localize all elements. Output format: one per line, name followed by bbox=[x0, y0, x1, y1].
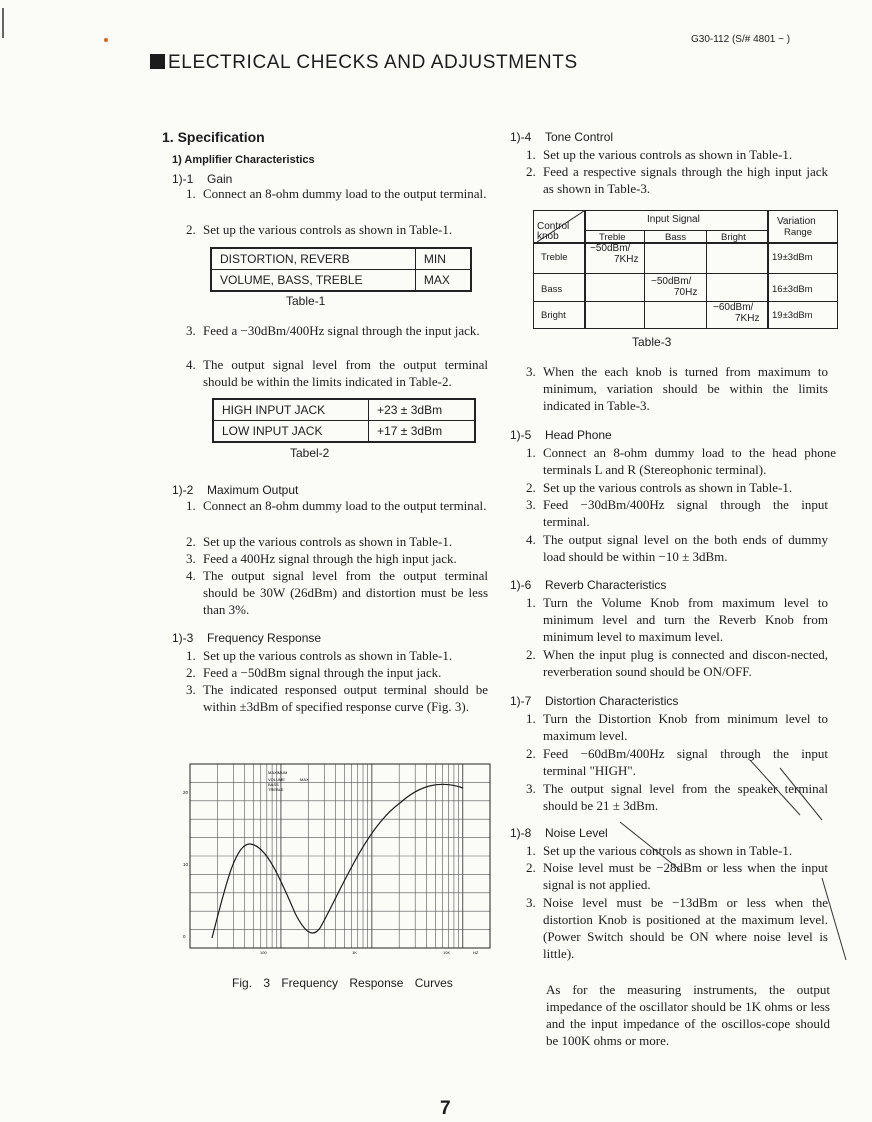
list-item: 2. Set up the various controls as shown in Table-1. bbox=[526, 480, 793, 495]
table-cell: +17 ± 3dBm bbox=[369, 421, 475, 443]
document-code: G30-112 (S/# 4801 ~ ) bbox=[691, 34, 791, 45]
list-item: 2. Feed a respective signals through the high input jack as shown in Table-3. bbox=[526, 164, 828, 196]
table-cell: VOLUME, BASS, TREBLE bbox=[211, 270, 415, 292]
col-bass-header: Bass bbox=[665, 232, 687, 243]
section-1-5-heading: 1)-5 Head Phone bbox=[510, 428, 612, 442]
list-item: 2. Feed a −50dBm signal through the input jack. bbox=[186, 665, 442, 680]
response-curve bbox=[212, 784, 463, 938]
table-cell: LOW INPUT JACK bbox=[213, 421, 369, 443]
col-treble-header: Treble bbox=[599, 232, 626, 243]
list-item: 3. When the each knob is turned from maximum to minimum, variation should be within the limits indicated in Table-3. bbox=[526, 364, 828, 413]
list-item: 4. The output signal level from the output terminal should be within the limits indicated in Table-2. bbox=[186, 357, 488, 389]
table-1 bbox=[210, 247, 472, 292]
title-square-icon bbox=[150, 54, 165, 69]
table-row bbox=[211, 270, 471, 292]
bass-signal: −50dBm/ bbox=[651, 276, 692, 287]
list-item: 3. Noise level must be −13dBm or less when the distortion Knob is positioned at the maximum level. (Power Switch should be ON where noise level is little). bbox=[526, 895, 828, 961]
list-item: 1. Set up the various controls as shown in Table-1. bbox=[526, 843, 793, 858]
table-3-caption: Table-3 bbox=[632, 335, 672, 349]
specification-heading: 1. Specification bbox=[162, 129, 265, 145]
treble-signal: −50dBm/ bbox=[590, 243, 631, 254]
section-1-3-heading: 1)-3 Frequency Response bbox=[172, 631, 322, 645]
page-title-text: ELECTRICAL CHECKS AND ADJUSTMENTS bbox=[168, 52, 578, 73]
table-cell: DISTORTION, REVERB bbox=[211, 248, 415, 270]
page-number: 7 bbox=[440, 1098, 451, 1119]
list-item: 1. Connect an 8-ohm dummy load to the output terminal. bbox=[186, 186, 487, 201]
frequency-response-figure bbox=[180, 758, 495, 958]
table-3 bbox=[533, 210, 838, 329]
legend-bass: BASS bbox=[268, 782, 279, 787]
table-cell: MAX bbox=[415, 270, 471, 292]
section-1-6-heading: 1)-6 Reverb Characteristics bbox=[510, 578, 667, 592]
table-row bbox=[211, 248, 471, 270]
legend-treble: TREBLE bbox=[268, 787, 284, 792]
treble-range: 19±3dBm bbox=[772, 252, 813, 263]
list-item: 1. Set up the various controls as shown in Table-1. bbox=[186, 648, 453, 663]
section-1-7-heading: 1)-7 Distortion Characteristics bbox=[510, 694, 679, 708]
list-item: 2. Set up the various controls as shown in Table-1. bbox=[186, 222, 453, 237]
row-treble-label: Treble bbox=[541, 252, 568, 263]
col-bright-header: Bright bbox=[721, 232, 746, 243]
y-label-0: 0 bbox=[183, 934, 186, 939]
list-item: 2. Noise level must be −28dBm or less when the input signal is not applied. bbox=[526, 860, 828, 892]
scan-dot bbox=[104, 38, 108, 42]
x-label-1k: 1K bbox=[352, 950, 357, 955]
list-item: 4. The output signal level from the output terminal should be 30W (26dBm) and distortion must be less than 3%. bbox=[186, 568, 488, 617]
variation-header: Variation bbox=[777, 216, 816, 227]
list-item: 2. When the input plug is connected and discon-nected, reverberation sound should be ON/OFF. bbox=[526, 647, 828, 679]
table-2 bbox=[212, 398, 476, 443]
list-item: 3. Feed −30dBm/400Hz signal through the input terminal. bbox=[526, 497, 828, 529]
legend-maximum: MAXIMUM bbox=[268, 770, 288, 775]
bass-range: 16±3dBm bbox=[772, 284, 813, 295]
table-row bbox=[213, 421, 475, 443]
page-title bbox=[150, 52, 578, 74]
row-bass-label: Bass bbox=[541, 284, 563, 295]
bright-range: 19±3dBm bbox=[772, 310, 813, 321]
list-item: 1. Connect an 8-ohm dummy load to the head phone terminals L and R (Stereophonic terminal). bbox=[526, 445, 836, 477]
corner-knob: knob bbox=[537, 231, 559, 242]
y-label-20: 20 bbox=[183, 790, 189, 795]
legend-max: MAX bbox=[300, 777, 309, 782]
x-label-10k: 10K bbox=[443, 950, 451, 955]
x-label-100: 100 bbox=[260, 950, 267, 955]
pen-marks bbox=[600, 760, 860, 970]
table-cell: HIGH INPUT JACK bbox=[213, 399, 369, 421]
table-1-caption: Table-1 bbox=[286, 294, 326, 308]
section-1-4-heading: 1)-4 Tone Control bbox=[510, 130, 614, 144]
y-label-10: 10 bbox=[183, 862, 189, 867]
legend-volume: VOLUME bbox=[268, 777, 285, 782]
list-item: 3. Feed a −30dBm/400Hz signal through the input jack. bbox=[186, 323, 480, 338]
list-item: 2. Feed −60dBm/400Hz signal through the input terminal "HIGH". bbox=[526, 746, 828, 778]
section-1-1-heading: 1)-1 Gain bbox=[172, 172, 233, 186]
treble-signal-freq: 7KHz bbox=[614, 254, 639, 265]
list-item: 1. Turn the Distortion Knob from minimum level to maximum level. bbox=[526, 711, 828, 743]
list-item: 3. The indicated responsed output terminal should be within ±3dBm of specified response curve (Fig. 3). bbox=[186, 682, 488, 714]
row-bright-label: Bright bbox=[541, 310, 566, 321]
bright-signal-freq: 7KHz bbox=[735, 313, 760, 324]
amplifier-heading: 1) Amplifier Characteristics bbox=[172, 154, 315, 166]
list-item: 1. Set up the various controls as shown in Table-1. bbox=[526, 147, 793, 162]
range-header: Range bbox=[784, 227, 812, 238]
section-1-2-heading: 1)-2 Maximum Output bbox=[172, 483, 299, 497]
x-label-hz: HZ bbox=[473, 950, 479, 955]
section-1-8-heading: 1)-8 Noise Level bbox=[510, 826, 608, 840]
corner-control: Control bbox=[537, 221, 570, 232]
bright-signal: −60dBm/ bbox=[713, 302, 754, 313]
table-row bbox=[213, 399, 475, 421]
list-item: 3. The output signal level from the speaker terminal should be 21 ± 3dBm. bbox=[526, 781, 828, 813]
list-item: 3. Feed a 400Hz signal through the high input jack. bbox=[186, 551, 457, 566]
input-signal-header: Input Signal bbox=[647, 214, 700, 225]
list-item: 1. Turn the Volume Knob from maximum level to minimum level and turn the Reverb Knob from minimum level to maximum level. bbox=[526, 595, 828, 644]
table-cell: MIN bbox=[415, 248, 471, 270]
table-cell: +23 ± 3dBm bbox=[369, 399, 475, 421]
figure-3-caption: Fig. 3 Frequency Response Curves bbox=[232, 976, 453, 990]
figure-grid bbox=[190, 764, 490, 948]
list-item: 1. Connect an 8-ohm dummy load to the output terminal. bbox=[186, 498, 487, 513]
scan-edge-mark bbox=[2, 8, 4, 38]
bass-signal-freq: 70Hz bbox=[674, 287, 698, 298]
list-item: 4. The output signal level on the both ends of dummy load should be within −10 ± 3dBm. bbox=[526, 532, 828, 564]
measuring-instruments-note: As for the measuring instruments, the output impedance of the oscillator should be 1K ohms or less and the input impedance of the oscillos-cope should be 100K ohms or more. bbox=[546, 982, 830, 1048]
table-2-caption: Tabel-2 bbox=[290, 446, 330, 460]
list-item: 2. Set up the various controls as shown in Table-1. bbox=[186, 534, 453, 549]
